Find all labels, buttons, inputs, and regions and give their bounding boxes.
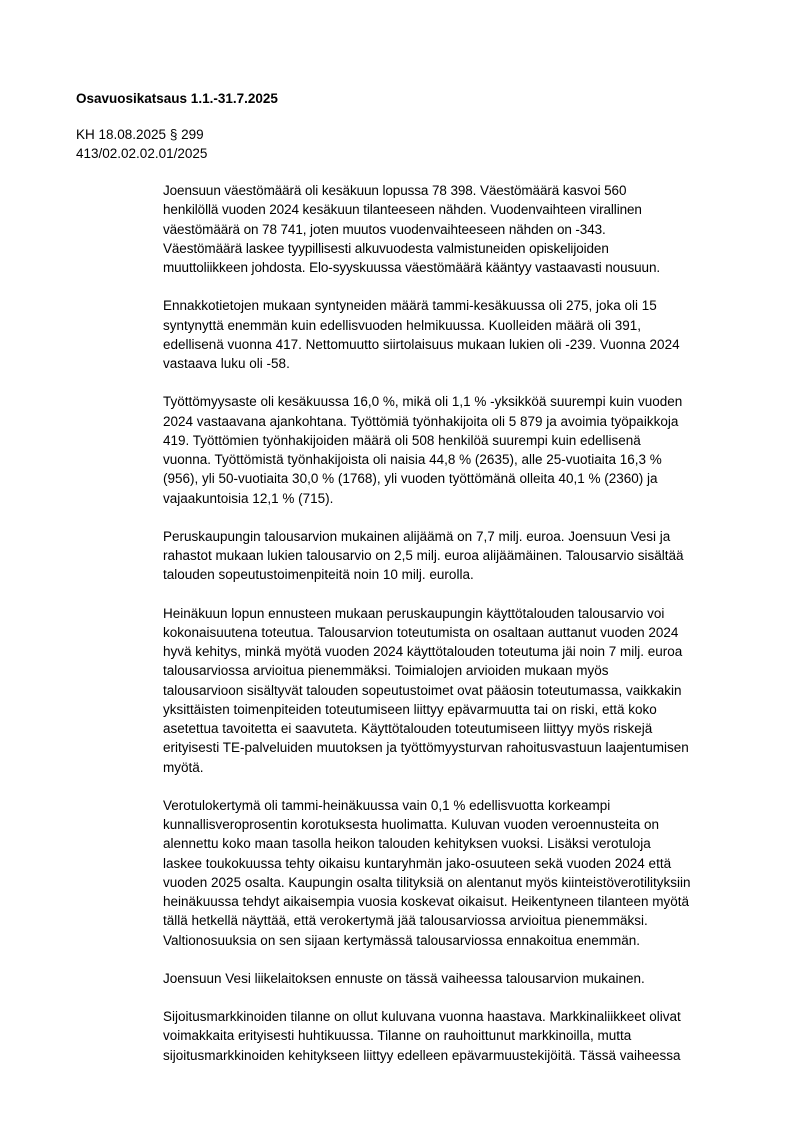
document-title: Osavuosikatsaus 1.1.-31.7.2025 <box>76 91 278 106</box>
record-number: 413/02.02.02.01/2025 <box>76 146 208 161</box>
paragraph-line: heinäkuussa tehdyt aikaisempia vuosia koskevat oikaisut. Heikentyneen tilanteen myötä <box>163 894 690 909</box>
paragraph-line: vastaava luku oli -58. <box>163 356 290 371</box>
paragraph-line: henkilöllä vuoden 2024 kesäkuun tilanteeseen nähden. Vuodenvaihteen virallinen <box>163 202 642 218</box>
paragraph-line: Verotulokertymä oli tammi-heinäkuussa vain 0,1 % edellisvuotta korkeampi <box>163 797 611 813</box>
paragraph-line: Heinäkuun lopun ennusteen mukaan peruskaupungin käyttötalouden talousarvio voi <box>163 605 665 621</box>
paragraph-line: Joensuun Vesi liikelaitoksen ennuste on tässä vaiheessa talousarvion mukainen. <box>163 970 645 986</box>
paragraph-line: vajaakuntoisia 12,1 % (715). <box>163 490 334 506</box>
body-paragraph <box>163 1007 743 1065</box>
body-paragraph <box>163 392 743 508</box>
paragraph-line: voimakkaita erityisesti huhtikuussa. Tilanne on rauhoittunut markkinoilla, mutta <box>163 1028 632 1044</box>
paragraph-line: Joensuun väestömäärä oli kesäkuun lopussa 78 398. Väestömäärä kasvoi 560 <box>163 183 627 198</box>
paragraph-line: asetettua tavoitetta ei saavuteta. Käyttötalouden toteutumiseen liittyy myös riskejä <box>163 721 653 736</box>
paragraph-line: Sijoitusmarkkinoiden tilanne on ollut kuluvana vuonna haastava. Markkinaliikkeet olivat <box>163 1009 681 1024</box>
paragraph-line: Väestömäärä laskee tyypillisesti alkuvuodesta valmistuneiden opiskelijoiden <box>163 240 609 256</box>
paragraph-line: erityisesti TE-palveluiden muutoksen ja työttömyysturvan rahoitusvastuun laajentumisen <box>163 740 689 756</box>
body-paragraph <box>163 181 743 277</box>
paragraph-line: muuttoliikkeen johdosta. Elo-syyskuussa väestömäärä kääntyy vastaavasti nousuun. <box>163 260 661 275</box>
paragraph-line: talouden sopeutustoimenpiteitä noin 10 milj. eurolla. <box>163 567 474 583</box>
paragraph-line: vuoden 2025 osalta. Kaupungin osalta tilityksiä on alentanut myös kiinteistöverotilityksiin <box>163 874 691 890</box>
body-paragraph <box>163 296 743 373</box>
paragraph-line: Ennakkotietojen mukaan syntyneiden määrä tammi-kesäkuussa oli 275, joka oli 15 <box>163 298 657 314</box>
body-paragraph <box>163 527 743 585</box>
paragraph-line: väestömäärä on 78 741, joten muutos vuodenvaihteeseen nähden on -343. <box>163 221 606 237</box>
body-paragraph <box>163 969 743 988</box>
paragraph-line: tällä hetkellä näyttää, että verokertymä jää talousarviossa arvioitua pienemmäksi. <box>163 913 648 929</box>
paragraph-line: myötä. <box>163 759 204 775</box>
paragraph-line: laskee toukokuussa tehty oikaisu kuntaryhmän jako-osuuteen sekä vuoden 2024 että <box>163 855 672 871</box>
paragraph-line: Peruskaupungin talousarvion mukainen alijäämä on 7,7 milj. euroa. Joensuun Vesi ja <box>163 528 671 544</box>
paragraph-line: Valtionosuuksia on sen sijaan kertymässä talousarviossa ennakoitua enemmän. <box>163 932 641 948</box>
paragraph-line: yksittäisten toimenpiteiden toteutumiseen liittyy epävarmuutta tai on riski, että koko <box>163 701 657 717</box>
paragraph-line: (956), yli 50-vuotiaita 30,0 % (1768), yli vuoden työttömänä olleita 40,1 % (2360) ja <box>163 471 658 487</box>
paragraph-line: vuonna. Työttömistä työnhakijoista oli naisia 44,8 % (2635), alle 25-vuotiaita 16,3 % <box>163 452 662 467</box>
paragraph-line: kunnallisveroprosentin korotuksesta huolimatta. Kuluvan vuoden veroennusteita on <box>163 817 660 832</box>
paragraph-line: 419. Työttömien työnhakijoiden määrä oli 508 henkilöä suurempi kuin edellisenä <box>163 432 641 448</box>
paragraph-line: talousarvioon sisältyvät talouden sopeutustoimet ovat pääosin toteutumassa, vaikkakin <box>163 682 682 698</box>
paragraph-line: edellisenä vuonna 417. Nettomuutto siirtolaisuus mukaan lukien oli -239. Vuonna 2024 <box>163 336 680 352</box>
body-paragraph <box>163 796 743 950</box>
paragraph-line: talousarviossa arvioitua pienemmäksi. Toimialojen arvioiden mukaan myös <box>163 663 609 679</box>
paragraph-line: 2024 vastaavana ajankohtana. Työttömiä työnhakijoita oli 5 879 ja avoimia työpaikkoja <box>163 413 679 429</box>
paragraph-line: Työttömyysaste oli kesäkuussa 16,0 %, mikä oli 1,1 % -yksikköä suurempi kuin vuoden <box>163 394 683 410</box>
paragraph-line: syntynyttä enemmän kuin edellisvuoden helmikuussa. Kuolleiden määrä oli 391, <box>163 317 642 333</box>
document-body <box>163 181 743 1084</box>
paragraph-line: kokonaisuutena toteutua. Talousarvion toteutumista on osaltaan auttanut vuoden 2024 <box>163 624 679 640</box>
paragraph-line: sijoitusmarkkinoiden kehitykseen liittyy edelleen epävarmuustekijöitä. Tässä vaiheessa <box>163 1047 681 1063</box>
paragraph-line: rahastot mukaan lukien talousarvio on 2,5 milj. euroa alijäämäinen. Talousarvio sisältää <box>163 548 684 563</box>
body-paragraph <box>163 604 743 777</box>
paragraph-line: hyvä kehitys, minkä myötä vuoden 2024 käyttötalouden toteutuma jäi noin 7 milj. euroa <box>163 644 683 659</box>
meeting-reference: KH 18.08.2025 § 299 <box>76 127 204 142</box>
document-meta <box>76 125 207 163</box>
paragraph-line: alennettu koko maan tasolla heikon talouden kehityksen vuoksi. Lisäksi verotuloja <box>163 836 651 852</box>
